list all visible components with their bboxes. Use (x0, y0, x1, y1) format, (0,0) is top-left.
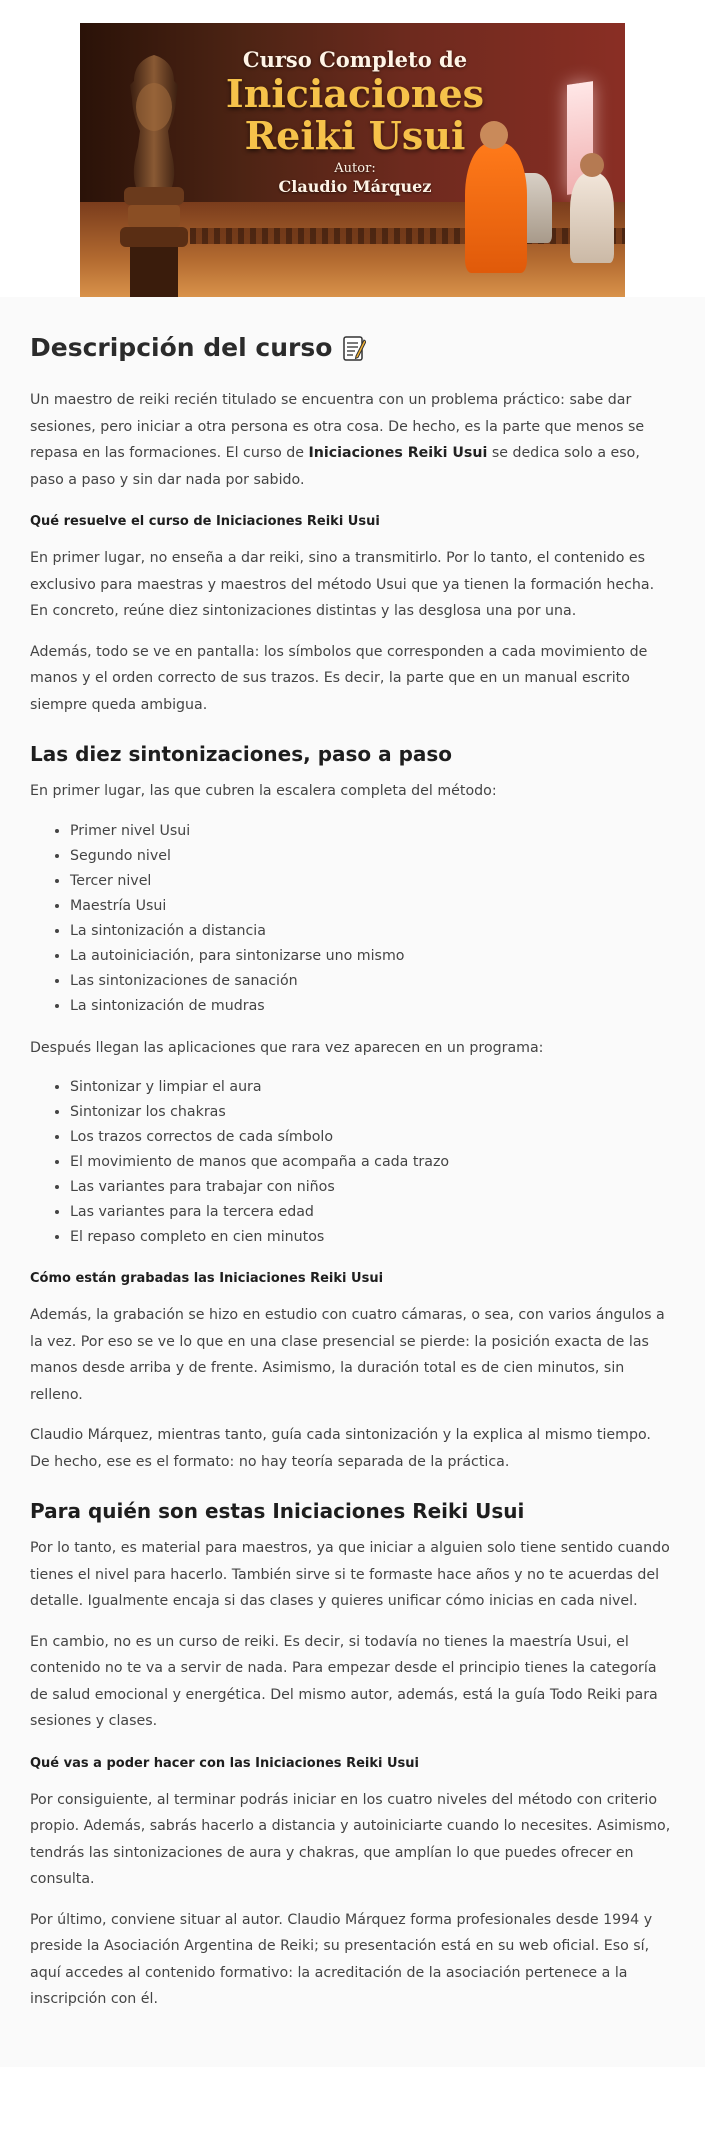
course-cover-image (80, 23, 625, 297)
section-recording-paragraph-1: Además, la grabación se hizo en estudio con cuatro cámaras, o sea, con varios ángulos a la vez. Por eso se ve lo que en una clase presencial se pierde: la posición exacta de las manos desde arriba y de frente. Asimismo, la duración total es de cien minutos, sin relleno. (30, 1307, 665, 1403)
cover-author-name: Claudio Márquez (278, 177, 432, 196)
cover-title-line2: Iniciaciones (225, 71, 485, 116)
section-what-it-solves-paragraph-1: En primer lugar, no enseña a dar reiki, sino a transmitirlo. Por lo tanto, el contenido es exclusivo para maestras y maestros del método Usui que ya tienen la formación hecha. En concreto, reúne diez sintonizaciones distintas y las desglosa una por una. (30, 550, 655, 619)
list-item: • El repaso completo en cien minutos (70, 1225, 675, 1250)
section-what-it-solves-heading: Qué resuelve el curso de Iniciaciones Reiki Usui (30, 514, 380, 529)
section-outcomes-paragraph-1: Por consiguiente, al terminar podrás iniciar en los cuatro niveles del método con criterio propio. Además, sabrás hacerlo a distancia y autoiniciarte cuando lo necesites. Asimismo, tendrás las sintonizaciones de aura y chakras, que amplían lo que puedes ofrecer en consulta. (30, 1791, 671, 1887)
section-audience-paragraph-1: Por lo tanto, es material para maestros, ya que iniciar a alguien solo tiene sentido cuando tienes el nivel para hacerlo. También sirve si te formaste hace años y no te acuerdas del detalle. Igualmente encaja si das clases y quieres unificar cómo inicias en cada nivel. (30, 1540, 670, 1609)
section-what-it-solves-paragraph-2: Además, todo se ve en pantalla: los símbolos que corresponden a cada movimiento de manos y el orden correcto de sus trazos. Es decir, la parte que en un manual escrito siempre queda ambigua. (30, 643, 648, 713)
cover-student-head (580, 153, 604, 177)
section-audience-paragraph-2: En cambio, no es un curso de reiki. Es decir, si todavía no tienes la maestría Usui, el contenido no te va a servir de nada. Para empezar desde el principio tienes la categoría de salud emocional y energética. Del mismo autor, además, está la guía Todo Reiki para sesiones y clases. (30, 1633, 658, 1729)
attunement-levels-list (30, 819, 675, 1019)
list-item: • La sintonización a distancia (70, 919, 675, 944)
cover-title-block (205, 47, 505, 197)
list-item: • El movimiento de manos que acompaña a cada trazo (70, 1150, 675, 1175)
intro-text-start: Un maestro de reiki recién titulado se encuentra con un problema práctico: sabe dar sesiones, pero iniciar a otra persona es otra cosa. De hecho, es la parte que menos se repasa en las formaciones. El curso de (30, 392, 645, 461)
list-item: • La sintonización de mudras (70, 994, 675, 1019)
course-description (0, 297, 705, 2067)
buddha-statue-illustration (110, 51, 198, 297)
list-item: • Las variantes para la tercera edad (70, 1200, 675, 1225)
intro-paragraph (30, 387, 675, 493)
section-ten-attunements-heading: Las diez sintonizaciones, paso a paso (30, 742, 453, 766)
attunement-applications-list (30, 1075, 675, 1250)
description-heading-text: Descripción del curso (30, 333, 333, 362)
list-item: • La autoiniciación, para sintonizarse uno mismo (70, 944, 675, 969)
list-item: • Tercer nivel (70, 869, 675, 894)
cover-student-figure (570, 173, 614, 263)
list-item: • Primer nivel Usui (70, 819, 675, 844)
memo-icon (342, 334, 366, 362)
list-item: • Maestría Usui (70, 894, 675, 919)
section-audience-heading: Para quién son estas Iniciaciones Reiki Usui (30, 1499, 525, 1523)
cover-title-line3: Reiki Usui (244, 113, 466, 158)
list-item: • Sintonizar y limpiar el aura (70, 1075, 675, 1100)
hero-container (0, 0, 705, 297)
intro-text-end: se dedica solo a eso, paso a paso y sin dar nada por sabido. (30, 445, 640, 488)
cover-title-line1: Curso Completo de (242, 47, 468, 72)
list-item: • Sintonizar los chakras (70, 1100, 675, 1125)
list-item: • Segundo nivel (70, 844, 675, 869)
section-recording-paragraph-2: Claudio Márquez, mientras tanto, guía cada sintonización y la explica al mismo tiempo. De hecho, ese es el formato: no hay teoría separada de la práctica. (30, 1427, 651, 1470)
description-heading (30, 331, 675, 365)
section-ten-attunements-paragraph-2: Después llegan las aplicaciones que rara vez aparecen en un programa: (30, 1039, 544, 1056)
section-outcomes-paragraph-2: Por último, conviene situar al autor. Claudio Márquez forma profesionales desde 1994 y preside la Asociación Argentina de Reiki; su presentación está en su web oficial. Eso sí, aquí accedes al contenido formativo: la acreditación de la asociación pertenece a la inscripción con él. (30, 1911, 653, 2007)
section-recording-heading: Cómo están grabadas las Iniciaciones Reiki Usui (30, 1271, 384, 1286)
cover-railing (190, 228, 625, 244)
list-item: • Las variantes para trabajar con niños (70, 1175, 675, 1200)
list-item: • Los trazos correctos de cada símbolo (70, 1125, 675, 1150)
section-outcomes-heading: Qué vas a poder hacer con las Iniciaciones Reiki Usui (30, 1755, 419, 1771)
list-item: • Las sintonizaciones de sanación (70, 969, 675, 994)
cover-author-label: Autor: (334, 161, 376, 176)
intro-course-name: Iniciaciones Reiki Usui (308, 445, 488, 461)
section-ten-attunements-paragraph-1: En primer lugar, las que cubren la escalera completa del método: (30, 783, 497, 799)
